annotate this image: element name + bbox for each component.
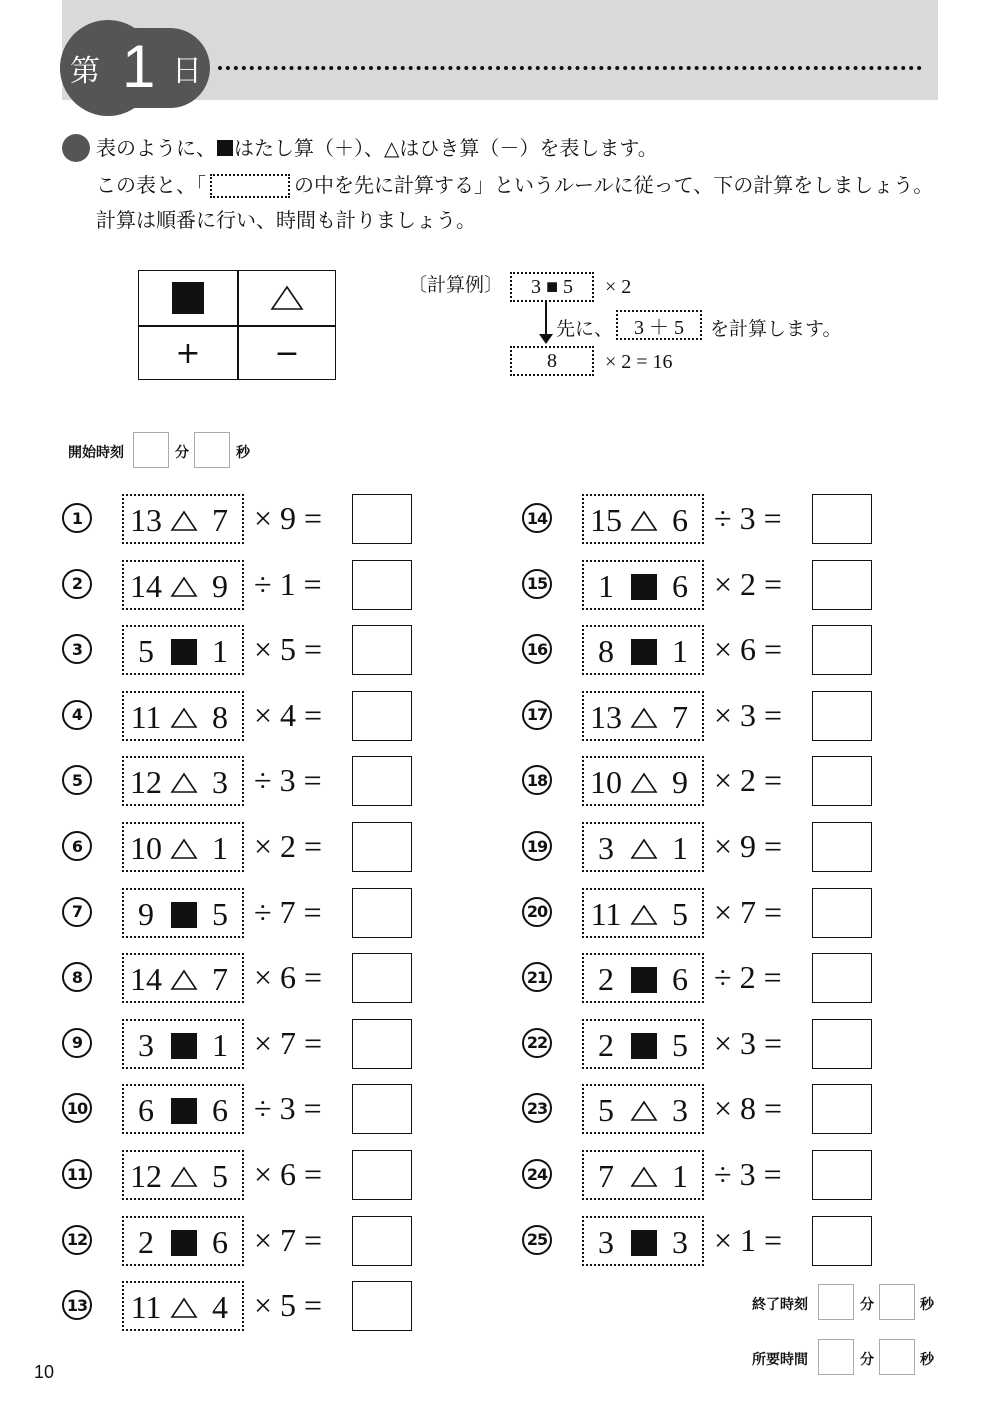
triangle-icon [170, 1296, 198, 1320]
operand-b: 7 [672, 698, 688, 735]
operator [630, 573, 658, 601]
operand-b: 6 [212, 1223, 228, 1260]
operand-b: 5 [672, 1026, 688, 1063]
operator [170, 901, 198, 929]
operator [170, 1097, 198, 1125]
answer-box[interactable] [812, 560, 872, 610]
operand-a: 12 [130, 764, 162, 801]
problem-dotted-box [122, 560, 244, 610]
triangle-icon [170, 837, 198, 861]
answer-box[interactable] [352, 822, 412, 872]
filled-square-icon [171, 1230, 197, 1256]
operand-a: 11 [590, 895, 622, 932]
triangle-icon [630, 509, 658, 533]
operand-a: 14 [130, 961, 162, 998]
answer-box[interactable] [352, 1216, 412, 1266]
problem-tail: ÷ 3 = [254, 1090, 322, 1127]
answer-box[interactable] [812, 1019, 872, 1069]
header-dotted-rule [218, 66, 922, 70]
example-box-1-tail: × 2 [605, 276, 632, 298]
filled-square-icon [171, 1098, 197, 1124]
problem-number: 20 [522, 897, 552, 927]
operand-a: 2 [598, 961, 614, 998]
operand-b: 5 [212, 895, 228, 932]
problem-number: 18 [522, 765, 552, 795]
operand-b: 8 [212, 698, 228, 735]
operand-b: 6 [212, 1092, 228, 1129]
operator [630, 638, 658, 666]
problem-number: 25 [522, 1225, 552, 1255]
answer-box[interactable] [352, 494, 412, 544]
start-sec-unit: 秒 [236, 445, 250, 461]
problem-tail: × 2 = [254, 828, 323, 864]
filled-square-icon [171, 902, 197, 928]
problem-tail: ÷ 2 = [714, 959, 782, 996]
day-prefix: 第 [70, 54, 100, 89]
operator [170, 638, 198, 666]
legend-plus-cell: + [175, 335, 201, 371]
answer-box[interactable] [812, 1084, 872, 1134]
day-suffix: 日 [172, 54, 202, 89]
problem-tail: × 6 = [254, 1156, 323, 1192]
arrow-down-icon [539, 334, 553, 344]
problem-dotted-box [122, 888, 244, 938]
triangle-icon [269, 284, 305, 312]
operator-legend-table [138, 270, 336, 380]
operator [630, 769, 658, 797]
example-box-2: 8 [510, 346, 594, 376]
problem-number: 3 [62, 634, 92, 664]
operand-b: 6 [672, 961, 688, 998]
problem-dotted-box [582, 625, 704, 675]
problem-dotted-box [122, 1084, 244, 1134]
example-label: 〔計算例〕 [408, 274, 504, 296]
example-box-2-tail: × 2 = 16 [605, 351, 673, 373]
answer-box[interactable] [812, 822, 872, 872]
operand-b: 7 [212, 961, 228, 998]
problem-tail: × 2 = [714, 565, 783, 602]
operator [630, 1097, 658, 1125]
problem-tail: × 9 = [714, 828, 783, 864]
legend-triangle-cell [238, 271, 336, 325]
problem-number: 24 [522, 1159, 552, 1189]
problem-number: 2 [62, 569, 92, 599]
triangle-icon [630, 1165, 658, 1189]
operand-a: 3 [598, 830, 614, 866]
problem-dotted-box [122, 1019, 244, 1069]
operator [170, 573, 198, 601]
problem-number: 4 [62, 700, 92, 730]
filled-square-icon [172, 282, 204, 314]
problem-tail: × 7 = [254, 1221, 323, 1258]
operator [630, 1229, 658, 1257]
day-badge [60, 28, 210, 116]
operator [170, 507, 198, 535]
filled-square-icon [631, 574, 657, 600]
start-seconds-input[interactable] [194, 432, 230, 468]
operand-b: 3 [212, 764, 228, 801]
operand-b: 3 [672, 1092, 688, 1129]
end-seconds-input[interactable] [879, 1284, 915, 1320]
elapsed-min-unit: 分 [860, 1352, 874, 1368]
operand-a: 9 [138, 895, 154, 932]
operand-a: 5 [598, 1092, 614, 1129]
operand-a: 11 [130, 1289, 162, 1326]
problem-number: 1 [62, 503, 92, 533]
end-minutes-input[interactable] [818, 1284, 854, 1320]
elapsed-minutes-input[interactable] [818, 1339, 854, 1375]
answer-box[interactable] [352, 953, 412, 1003]
operand-b: 5 [212, 1158, 228, 1194]
operator [170, 1032, 198, 1060]
problem-tail: × 6 = [254, 959, 323, 996]
elapsed-seconds-input[interactable] [879, 1339, 915, 1375]
operand-a: 2 [138, 1223, 154, 1260]
operator [630, 704, 658, 732]
end-min-unit: 分 [860, 1297, 874, 1313]
filled-square-icon [631, 1033, 657, 1059]
problem-dotted-box [122, 822, 244, 872]
triangle-icon [630, 903, 658, 927]
problem-tail: ÷ 3 = [714, 500, 782, 536]
problem-tail: × 9 = [254, 500, 323, 536]
filled-square-icon [631, 967, 657, 993]
operand-a: 5 [138, 633, 154, 670]
problem-number: 10 [62, 1093, 92, 1123]
answer-box[interactable] [812, 1216, 872, 1266]
problem-number: 11 [62, 1159, 92, 1189]
operand-b: 6 [672, 567, 688, 604]
problem-number: 21 [522, 962, 552, 992]
problem-dotted-box [122, 1216, 244, 1266]
day-number: 1 [122, 33, 156, 100]
problem-tail: × 3 = [714, 1024, 783, 1061]
answer-box[interactable] [812, 953, 872, 1003]
problem-dotted-box [122, 756, 244, 806]
problem-number: 7 [62, 897, 92, 927]
problem-number: 19 [522, 831, 552, 861]
problem-tail: ÷ 7 = [254, 893, 322, 930]
operator [630, 507, 658, 535]
problem-dotted-box [122, 625, 244, 675]
start-min-unit: 分 [175, 445, 189, 461]
legend-minus-cell: − [274, 335, 300, 371]
operand-b: 9 [672, 764, 688, 801]
problem-number: 12 [62, 1225, 92, 1255]
example-arrow [545, 302, 547, 338]
elapsed-sec-unit: 秒 [920, 1352, 934, 1368]
legend-square-cell [139, 271, 237, 325]
example-box-1: 3 ■ 5 [510, 272, 594, 302]
operand-b: 1 [212, 830, 228, 866]
triangle-icon [170, 509, 198, 533]
problem-dotted-box [122, 691, 244, 741]
problem-number: 22 [522, 1028, 552, 1058]
triangle-icon [630, 706, 658, 730]
answer-box[interactable] [812, 494, 872, 544]
filled-square-icon [631, 1230, 657, 1256]
end-time-label: 終了時刻 [752, 1297, 808, 1313]
operator [170, 1163, 198, 1191]
operand-a: 11 [130, 698, 162, 735]
triangle-icon [630, 771, 658, 795]
answer-box[interactable] [352, 625, 412, 675]
problem-number: 14 [522, 503, 552, 533]
filled-square-icon [217, 140, 233, 156]
operand-b: 1 [672, 633, 688, 670]
problem-dotted-box [582, 1084, 704, 1134]
instruction-line-1: 表のように、 はたし算（＋）、△はひき算（－）を表します。 [96, 136, 658, 160]
problem-dotted-box [582, 756, 704, 806]
operator [170, 769, 198, 797]
answer-box[interactable] [812, 625, 872, 675]
operand-a: 14 [130, 567, 162, 604]
operand-a: 7 [598, 1158, 614, 1194]
operand-a: 3 [138, 1026, 154, 1063]
operand-b: 1 [212, 633, 228, 670]
start-time-label: 開始時刻 [68, 445, 124, 461]
problem-dotted-box [582, 822, 704, 872]
problem-tail: ÷ 3 = [254, 762, 322, 799]
triangle-icon [630, 837, 658, 861]
answer-box[interactable] [812, 888, 872, 938]
elapsed-time-label: 所要時間 [752, 1352, 808, 1368]
problem-tail: × 8 = [714, 1090, 783, 1127]
problem-dotted-box [582, 494, 704, 544]
filled-square-icon [171, 1033, 197, 1059]
operator [170, 966, 198, 994]
problem-number: 23 [522, 1093, 552, 1123]
triangle-icon [170, 968, 198, 992]
problem-dotted-box [582, 1150, 704, 1200]
operand-b: 5 [672, 895, 688, 932]
operator [170, 704, 198, 732]
example-step-prefix: 先に、 [556, 318, 614, 340]
problem-tail: × 5 = [254, 1287, 323, 1324]
operator [630, 1032, 658, 1060]
example-step-suffix: を計算します。 [710, 318, 842, 340]
page-number: 10 [34, 1362, 55, 1382]
problem-tail: ÷ 1 = [254, 565, 322, 602]
operand-a: 13 [590, 698, 622, 735]
operand-a: 3 [598, 1223, 614, 1260]
operand-b: 4 [212, 1289, 228, 1326]
problem-tail: × 4 = [254, 696, 323, 733]
problem-dotted-box [122, 1281, 244, 1331]
answer-box[interactable] [812, 1150, 872, 1200]
problem-tail: × 7 = [254, 1024, 323, 1061]
instruction-line-2: この表と、「 の中を先に計算する」というルールに従って、下の計算をしましょう。 [96, 173, 934, 197]
problem-number: 17 [522, 700, 552, 730]
operator [170, 1229, 198, 1257]
operand-b: 7 [212, 502, 228, 538]
operator [630, 966, 658, 994]
problem-dotted-box [122, 494, 244, 544]
answer-box[interactable] [352, 1281, 412, 1331]
operand-b: 6 [672, 502, 688, 538]
bullet-icon [62, 134, 90, 162]
problem-dotted-box [122, 953, 244, 1003]
filled-square-icon [631, 639, 657, 665]
problem-number: 13 [62, 1290, 92, 1320]
operator [630, 835, 658, 863]
problem-tail: × 3 = [714, 696, 783, 733]
problem-tail: × 6 = [714, 631, 783, 668]
answer-box[interactable] [352, 756, 412, 806]
operand-a: 13 [130, 502, 162, 538]
answer-box[interactable] [812, 691, 872, 741]
operand-a: 2 [598, 1026, 614, 1063]
triangle-icon [170, 771, 198, 795]
triangle-icon [170, 706, 198, 730]
start-minutes-input[interactable] [133, 432, 169, 468]
operand-a: 15 [590, 502, 622, 538]
operator [170, 835, 198, 863]
answer-box[interactable] [812, 756, 872, 806]
problem-number: 15 [522, 569, 552, 599]
answer-box[interactable] [352, 560, 412, 610]
operand-a: 8 [598, 633, 614, 670]
problem-tail: × 1 = [714, 1221, 783, 1258]
answer-box[interactable] [352, 888, 412, 938]
problem-dotted-box [582, 691, 704, 741]
operand-a: 10 [130, 830, 162, 866]
operand-a: 1 [598, 567, 614, 604]
problem-dotted-box [582, 888, 704, 938]
answer-box[interactable] [352, 1084, 412, 1134]
triangle-icon [170, 1165, 198, 1189]
problem-number: 16 [522, 634, 552, 664]
triangle-icon [170, 575, 198, 599]
operand-a: 12 [130, 1158, 162, 1194]
operand-a: 10 [590, 764, 622, 801]
dotted-box-icon [210, 174, 290, 198]
answer-box[interactable] [352, 691, 412, 741]
operand-b: 1 [672, 830, 688, 866]
problem-number: 5 [62, 765, 92, 795]
problem-dotted-box [582, 953, 704, 1003]
operand-b: 3 [672, 1223, 688, 1260]
end-sec-unit: 秒 [920, 1297, 934, 1313]
problem-number: 8 [62, 962, 92, 992]
operand-a: 6 [138, 1092, 154, 1129]
problem-tail: × 2 = [714, 762, 783, 799]
answer-box[interactable] [352, 1150, 412, 1200]
operand-b: 1 [672, 1158, 688, 1194]
example-step-box: 3 ＋ 5 [616, 310, 702, 340]
answer-box[interactable] [352, 1019, 412, 1069]
operand-b: 1 [212, 1026, 228, 1063]
triangle-icon [630, 1099, 658, 1123]
problem-dotted-box [582, 1216, 704, 1266]
operator [170, 1294, 198, 1322]
problem-dotted-box [582, 560, 704, 610]
problem-number: 6 [62, 831, 92, 861]
problem-dotted-box [122, 1150, 244, 1200]
problem-number: 9 [62, 1028, 92, 1058]
problem-tail: × 5 = [254, 631, 323, 668]
operand-b: 9 [212, 567, 228, 604]
instruction-line-3: 計算は順番に行い、時間も計りましょう。 [96, 208, 476, 232]
filled-square-icon [171, 639, 197, 665]
operator [630, 901, 658, 929]
problem-dotted-box [582, 1019, 704, 1069]
operator [630, 1163, 658, 1191]
problem-tail: ÷ 3 = [714, 1156, 782, 1192]
problem-tail: × 7 = [714, 893, 783, 930]
